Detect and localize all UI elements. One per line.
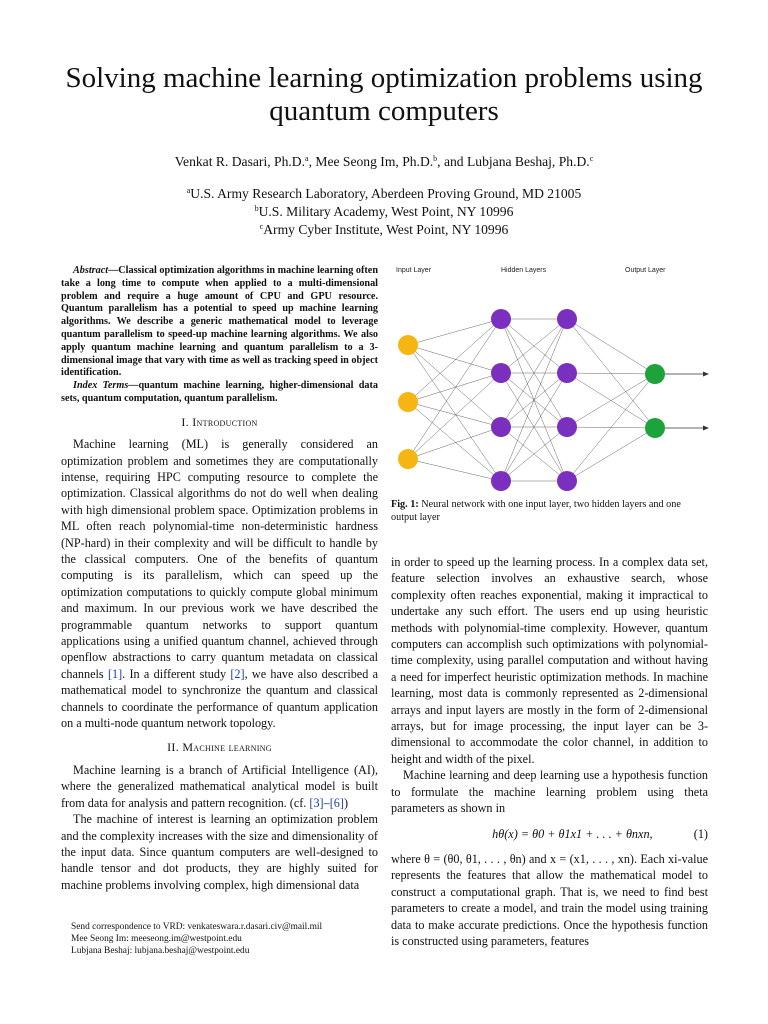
connection-edge — [408, 402, 501, 481]
connection-edge — [408, 345, 501, 481]
paragraph-text: ) — [343, 795, 348, 810]
arrow-head — [703, 372, 709, 377]
citation-dash: – — [323, 795, 330, 810]
affiliation — [40, 185, 728, 203]
section-heading-machine-learning — [61, 739, 378, 755]
section-number: I. — [181, 414, 193, 429]
hidden-node — [557, 471, 577, 491]
author-name: Mee Seong Im, Ph.D. — [315, 154, 434, 169]
footnote-line: Lubjana Beshaj: lubjana.beshaj@westpoint.edu — [71, 946, 250, 956]
neural-network-diagram — [391, 263, 716, 493]
paragraph-text: Machine learning (ML) is generally considered an optimization problem and sometimes they are computationally intense, requiring HPC computing resource to complete the optimization. Classical algorithms do not do well when dealing with high dimensional problem space. Optimization problems in ML often reach polynomial-time non-deterministic hardness (NP-hard) in their complexity and will be difficult to handle by the classical computers. One of the benefits of quantum computing is its parallelism, which can speed up the optimization computations to quickly compute global minimum and maximum. In our previous work we have described the programmable quantum networks to support quantum applications using a unified quantum channel, achieved through openflow abstractions to carry quantum metadata on classical channels — [61, 437, 378, 681]
connection-edge — [567, 319, 655, 374]
hidden-node — [557, 363, 577, 383]
ml-paragraph: The machine of interest is learning an optimization problem and the complexity increases with the size and dimensionality of the input data. Since quantum computers are well-designed to handle tensor and dot products, they are highly suited for machine problems involving complex, high dimensional data — [61, 812, 378, 892]
hidden-node — [557, 417, 577, 437]
index-terms — [61, 380, 378, 406]
author-mark: c — [589, 154, 594, 163]
affiliation-list — [40, 185, 728, 239]
affiliation-mark: c — [259, 222, 264, 231]
hidden-node — [491, 309, 511, 329]
author-separator: , and — [437, 154, 467, 169]
input-node — [398, 392, 418, 412]
section-number: II. — [167, 740, 183, 755]
caption-text: Neural network with one input layer, two hidden layers and one output layer — [391, 499, 681, 523]
equation-number: (1) — [693, 826, 708, 841]
connection-edge — [408, 319, 501, 402]
abstract-label: Abstract — [73, 265, 109, 276]
abstract — [61, 265, 378, 380]
author-mark: a — [305, 154, 309, 163]
citation-link[interactable]: [3] — [309, 795, 324, 810]
connection-edge — [567, 428, 655, 481]
index-terms-text: —quantum machine learning, higher-dimensional data sets, quantum computation, quantum parallelism. — [61, 380, 378, 404]
neural-network-figure — [391, 263, 716, 493]
section-title: Introduction — [192, 414, 258, 429]
left-column — [61, 265, 378, 893]
connection-edge — [408, 373, 501, 402]
paragraph-text: , we have also described a mathematical model to synchronize the quantum and classical channels to coordinate the performance of quantum application on a multi-node quantum network topology. — [61, 666, 378, 731]
output-layer-label: Output Layer — [625, 267, 666, 274]
affiliation — [40, 203, 728, 221]
paragraph-text: . In a different study — [122, 666, 231, 681]
affiliation-text: U.S. Army Research Laboratory, Aberdeen Proving Ground, MD 21005 — [190, 186, 582, 201]
connection-edge — [408, 319, 501, 345]
author-mark: b — [433, 154, 438, 163]
affiliation-mark: a — [186, 186, 191, 195]
right-column — [391, 554, 708, 949]
connection-edge — [567, 374, 655, 481]
hidden-node — [557, 309, 577, 329]
body-paragraph: in order to speed up the learning process. In a complex data set, feature selection involves an exhaustive search, whose complexity often reaches exponential, making it impractical to undertake any such effort. The users end up using heuristic methods with polynomial-time complexity. However, quantum computers can accomplish such optimizations with polynomial-time complexity, using parallel computation and without having a need for imperfect heuristic optimization methods. In machine learning, most data is commonly represented as 2-dimensional arrays and input layers are mostly in the form of 2-dimensional arrays, but for image processing, the input layer can be 3-dimensional to accommodate the color channel, in addition to height and width of the pixel. — [391, 555, 708, 766]
hidden-layers-label: Hidden Layers — [501, 267, 547, 274]
intro-paragraph — [61, 436, 378, 731]
connection-edge — [408, 319, 501, 459]
section-heading-introduction — [61, 414, 378, 430]
paragraph-text: Machine learning is a branch of Artificial Intelligence (AI), where the generalized mathematical analytical model is built from data for analysis and pattern recognition. (cf. — [61, 762, 378, 810]
output-node — [645, 418, 665, 438]
body-paragraph: where θ = (θ0, θ1, . . . , θn) and x = (x1, . . . , xn). Each xi-value represents the features that allow the mathematical model to construct a computational graph. That is, we need to find best parameters to create a model, and train the model using training data to make accurate predictions. Once the hypothesis function is constructed using parameters, features — [391, 851, 708, 948]
input-node — [398, 335, 418, 355]
input-layer-label: Input Layer — [396, 267, 432, 274]
footnote-line: Send correspondence to VRD: venkateswara.r.dasari.civ@mail.mil — [71, 922, 323, 932]
arrow-head — [703, 426, 709, 431]
citation-link[interactable]: [2] — [230, 666, 245, 681]
index-terms-label: Index Terms — [73, 380, 129, 392]
hidden-node — [491, 363, 511, 383]
abstract-text: —Classical optimization algorithms in machine learning often take a long time to compute when applied to a multi-dimensional problem and require a huge amount of CPU and GPU resource. Quantum parallelism has a potential to speed up machine learning algorithms. We describe a generic mathematical model to leverage quantum parallelism to speed-up machine learning algorithms. We also apply quantum machine learning and quantum parallelism to a 3-dimensional image that vary with time as well as tracking speed in object identification. — [61, 265, 378, 379]
figure-caption — [391, 498, 708, 524]
affiliation — [40, 221, 728, 239]
footnote-line: Mee Seong Im: meeseong.im@westpoint.edu — [71, 934, 242, 944]
ml-paragraph — [61, 762, 378, 811]
hidden-node — [491, 417, 511, 437]
output-node — [645, 364, 665, 384]
paper-title: Solving machine learning optimization problems using quantum computers — [65, 62, 703, 127]
footnote — [71, 921, 381, 957]
author-name: Venkat R. Dasari, Ph.D. — [174, 154, 305, 169]
body-paragraph: Machine learning and deep learning use a hypothesis function to formulate the machine learning problem using theta parameters as shown in — [391, 768, 708, 816]
author-separator: , — [308, 154, 316, 169]
connection-edge — [408, 459, 501, 481]
citation-link[interactable]: [6] — [329, 795, 344, 810]
author-name: Lubjana Beshaj, Ph.D. — [467, 154, 590, 169]
connection-edge — [408, 345, 501, 373]
equation-body: hθ(x) = θ0 + θ1x1 + . . . + θnxn, — [492, 826, 653, 841]
section-title: Machine learning — [182, 740, 272, 755]
affiliation-text: Army Cyber Institute, West Point, NY 10996 — [263, 222, 509, 237]
citation-link[interactable]: [1] — [107, 666, 123, 681]
equation — [391, 826, 708, 842]
caption-label: Fig. 1: — [391, 499, 419, 510]
affiliation-text: U.S. Military Academy, West Point, NY 10996 — [258, 204, 514, 219]
connection-edge — [408, 427, 501, 459]
connection-edge — [567, 374, 655, 427]
hidden-node — [491, 471, 511, 491]
affiliation-mark: b — [254, 204, 259, 213]
author-list — [40, 153, 728, 171]
input-node — [398, 449, 418, 469]
